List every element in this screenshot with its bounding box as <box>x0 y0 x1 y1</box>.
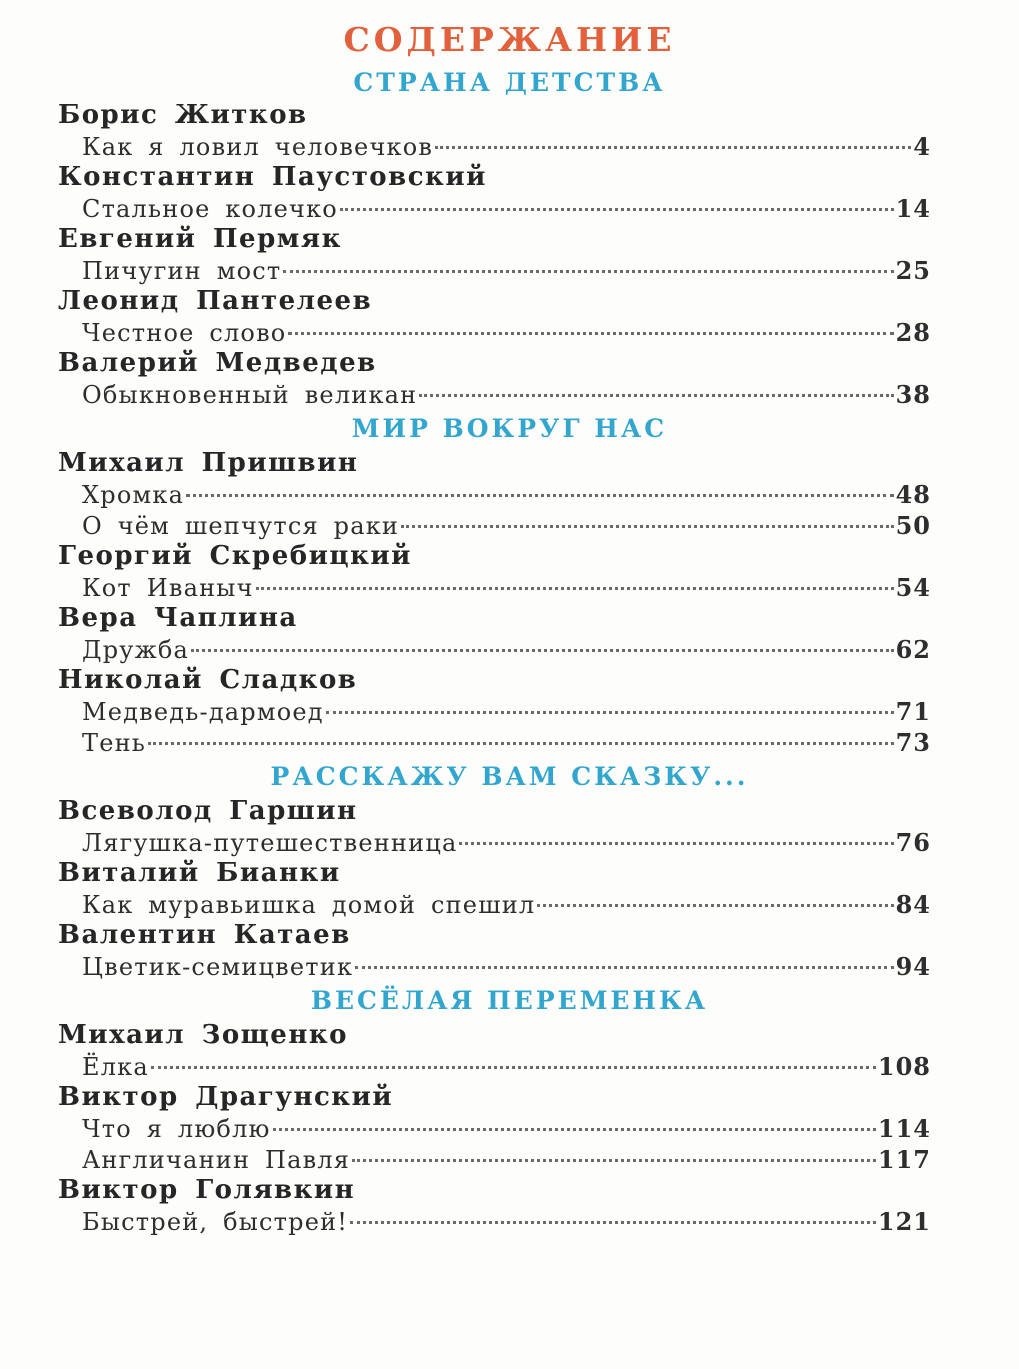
toc-entry[interactable] <box>58 479 931 510</box>
dot-leader <box>326 711 894 714</box>
page-number: 121 <box>877 1207 931 1236</box>
author-block <box>58 1020 931 1082</box>
toc-entry[interactable] <box>58 1144 931 1175</box>
toc-entry[interactable] <box>58 1113 931 1144</box>
author-name: Вера Чаплина <box>58 603 298 633</box>
author-block <box>58 920 931 982</box>
toc-entry[interactable] <box>58 1206 931 1237</box>
toc-section <box>58 982 931 1237</box>
work-title: Как муравьишка домой спешил <box>82 891 536 919</box>
toc-entry[interactable] <box>58 1051 931 1082</box>
dot-leader <box>401 525 893 528</box>
work-title: Ёлка <box>82 1053 149 1081</box>
page-number: 114 <box>877 1114 931 1143</box>
author-name: Михаил Зощенко <box>58 1020 348 1050</box>
dot-leader <box>273 1128 876 1131</box>
section-title: МИР ВОКРУГ НАС <box>351 414 668 443</box>
work-title: Медведь-дармоед <box>82 698 324 726</box>
author-name: Константин Паустовский <box>58 162 487 192</box>
work-title: Обыкновенный великан <box>82 381 418 409</box>
work-title: Англичанин Павля <box>82 1146 351 1174</box>
author-name: Михаил Пришвин <box>58 448 359 478</box>
page-number: 54 <box>895 573 931 602</box>
author-block <box>58 796 931 858</box>
page-number: 28 <box>895 318 931 347</box>
toc-entry[interactable] <box>58 510 931 541</box>
page-number: 108 <box>877 1052 931 1081</box>
author-block <box>58 858 931 920</box>
work-title: Тень <box>82 729 147 757</box>
author-name: Виктор Драгунский <box>58 1082 394 1112</box>
toc-entry[interactable] <box>58 131 931 162</box>
toc-section <box>58 758 931 982</box>
author-block <box>58 100 931 162</box>
page-number: 94 <box>895 952 931 981</box>
section-title: ВЕСЁЛАЯ ПЕРЕМЕНКА <box>310 986 709 1015</box>
work-title: Кот Иваныч <box>82 574 254 602</box>
dot-leader <box>186 494 894 497</box>
toc-entry[interactable] <box>58 951 931 982</box>
author-name: Виктор Голявкин <box>58 1175 356 1205</box>
author-name: Борис Житков <box>58 100 308 130</box>
work-title: Честное слово <box>82 319 287 347</box>
toc-entry[interactable] <box>58 889 931 920</box>
dot-leader <box>419 394 893 397</box>
work-title: Пичугин мост <box>82 257 282 285</box>
work-title: Что я люблю <box>82 1115 271 1143</box>
section-title: РАССКАЖУ ВАМ СКАЗКУ... <box>270 762 749 791</box>
page-number: 4 <box>913 132 931 161</box>
page-number: 84 <box>895 890 931 919</box>
work-title: О чём шепчутся раки <box>82 512 400 540</box>
work-title: Стальное колечко <box>82 195 338 223</box>
author-block <box>58 286 931 348</box>
page-number: 25 <box>895 256 931 285</box>
author-name: Леонид Пантелеев <box>58 286 373 316</box>
page-number: 14 <box>895 194 931 223</box>
author-name: Виталий Бианки <box>58 858 341 888</box>
toc-entry[interactable] <box>58 827 931 858</box>
author-name: Всеволод Гаршин <box>58 796 358 826</box>
toc-section <box>58 66 931 410</box>
toc-entry[interactable] <box>58 379 931 410</box>
page-number: 48 <box>895 480 931 509</box>
author-block <box>58 541 931 603</box>
toc-entry[interactable] <box>58 572 931 603</box>
page-number: 71 <box>895 697 931 726</box>
toc-entry[interactable] <box>58 634 931 665</box>
work-title: Хромка <box>82 481 185 509</box>
toc-entry[interactable] <box>58 193 931 224</box>
page-number: 50 <box>895 511 931 540</box>
dot-leader <box>340 208 894 211</box>
page-title: СОДЕРЖАНИЕ <box>343 20 676 59</box>
dot-leader <box>355 966 893 969</box>
toc-entry[interactable] <box>58 727 931 758</box>
dot-leader <box>352 1159 876 1162</box>
page-number: 38 <box>895 380 931 409</box>
dot-leader <box>459 842 893 845</box>
work-title: Как я ловил человечков <box>82 133 434 161</box>
dot-leader <box>256 587 894 590</box>
dot-leader <box>350 1221 876 1224</box>
author-name: Валентин Катаев <box>58 920 351 950</box>
author-name: Георгий Скребицкий <box>58 541 412 571</box>
toc-entry[interactable] <box>58 255 931 286</box>
author-name: Николай Сладков <box>58 665 358 695</box>
work-title: Лягушка-путешественница <box>82 829 458 857</box>
dot-leader <box>191 649 894 652</box>
dot-leader <box>283 270 893 273</box>
dot-leader <box>537 904 893 907</box>
author-block <box>58 348 931 410</box>
toc-section <box>58 410 931 758</box>
author-name: Евгений Пермяк <box>58 224 342 254</box>
author-block <box>58 448 931 541</box>
page-number: 73 <box>895 728 931 757</box>
dot-leader <box>151 1066 876 1069</box>
author-block <box>58 1082 931 1175</box>
author-block <box>58 162 931 224</box>
table-of-contents <box>58 66 931 1237</box>
toc-entry[interactable] <box>58 696 931 727</box>
author-block <box>58 665 931 758</box>
page-number: 62 <box>895 635 931 664</box>
dot-leader <box>148 742 894 745</box>
section-title: СТРАНА ДЕТСТВА <box>353 68 666 97</box>
author-name: Валерий Медведев <box>58 348 377 378</box>
work-title: Быстрей, быстрей! <box>82 1208 349 1236</box>
toc-entry[interactable] <box>58 317 931 348</box>
page-number: 76 <box>895 828 931 857</box>
author-block <box>58 603 931 665</box>
author-block <box>58 1175 931 1237</box>
work-title: Дружба <box>82 636 190 664</box>
author-block <box>58 224 931 286</box>
dot-leader <box>288 332 893 335</box>
dot-leader <box>435 146 911 149</box>
work-title: Цветик-семицветик <box>82 953 354 981</box>
page-number: 117 <box>877 1145 931 1174</box>
